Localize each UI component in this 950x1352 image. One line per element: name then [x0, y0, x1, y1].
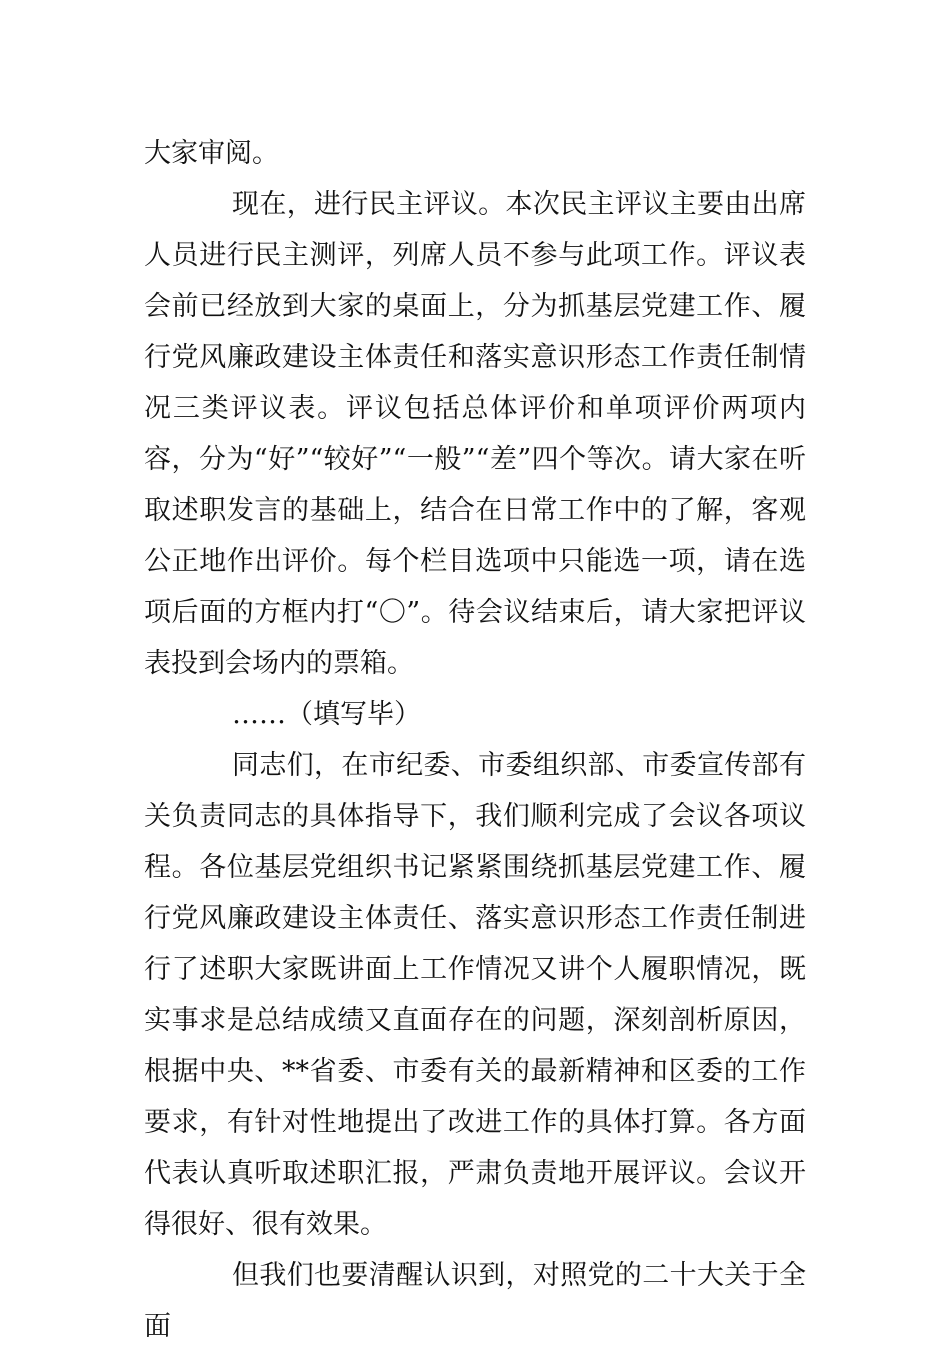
paragraph-4: 同志们，在市纪委、市委组织部、市委宣传部有关负责同志的具体指导下，我们顺利完成了会议各项议程。各位基层党组织书记紧紧围绕抓基层党建工作、履行党风廉政建设主体责任、落实意识形态工作责任制进行了述职大家既讲面上工作情况又讲个人履职情况，既实事求是总结成绩又直面存在的问题，深刻剖析原因，根据中央、**省委、市委有关的最新精神和区委的工作要求，有针对性地提出了改进工作的具体打算。各方面代表认真听取述职汇报，严肃负责地开展评议。会议开得很好、很有效果。 [144, 750, 806, 1240]
paragraph-5: 但我们也要清醒认识到，对照党的二十大关于全面 [144, 1260, 806, 1342]
paragraph-3: ……（填写毕） [232, 699, 421, 730]
paragraph-1: 大家审阅。 [144, 138, 279, 169]
document-body [144, 128, 806, 1352]
paragraph-2: 现在，进行民主评议。本次民主评议主要由出席人员进行民主测评，列席人员不参与此项工作。评议表会前已经放到大家的桌面上，分为抓基层党建工作、履行党风廉政建设主体责任和落实意识形态工作责任制情况三类评议表。评议包括总体评价和单项评价两项内容，分为“好”“较好”“一般”“差”四个等次。请大家在听取述职发言的基础上，结合在日常工作中的了解，客观公正地作出评价。每个栏目选项中只能选一项，请在选项后面的方框内打“〇”。待会议结束后，请大家把评议表投到会场内的票箱。 [144, 189, 806, 679]
